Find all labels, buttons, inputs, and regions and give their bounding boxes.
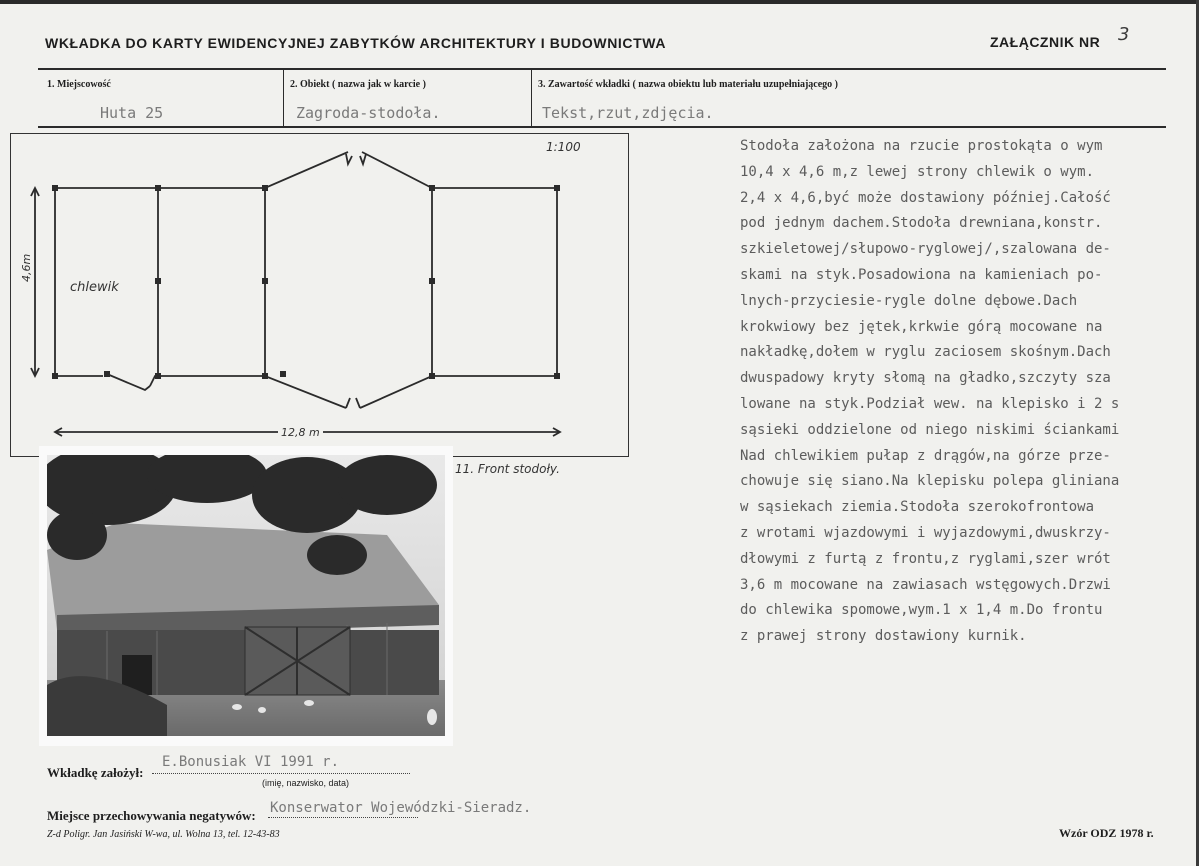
description-line: dłowymi z furtą z frontu,z ryglami,szer wrót: [740, 550, 1111, 567]
description-line: 10,4 x 4,6 m,z lewej strony chlewik o wym.: [740, 163, 1095, 180]
barn-photo: [47, 455, 445, 736]
description-line: krokwiowy bez jętek,krkwie górą mocowane na: [740, 318, 1103, 335]
plan-depth-dimension: 4,6m: [20, 253, 33, 282]
description-line: z wrotami wjazdowymi i wyjazdowymi,dwuskrzy-: [740, 524, 1111, 541]
contents-value: Tekst,rzut,zdjęcia.: [542, 104, 714, 122]
scan-edge-top: [0, 0, 1199, 4]
negatives-label: Miejsce przechowywania negatywów:: [47, 808, 256, 823]
description-line: lowane na styk.Podział wew. na klepisko i 2 s: [740, 395, 1120, 412]
barn-photo-image: [47, 455, 445, 736]
place-value: Huta 25: [100, 104, 164, 122]
founder-label: Wkładkę założył:: [47, 765, 144, 780]
description-line: 3,6 m mocowane na zawiasach wstęgowych.Drzwi: [740, 576, 1111, 593]
building-description: [740, 134, 1198, 654]
description-line: do chlewika spomowe,wym.1 x 1,4 m.Do frontu: [740, 602, 1103, 619]
printer-imprint: Z-d Poligr. Jan Jasiński W-wa, ul. Wolna 13, tel. 12-43-83: [47, 829, 280, 840]
photo-caption: 11. Front stodoły.: [455, 462, 560, 476]
description-line: w sąsiekach ziemia.Stodoła szerokofrontowa: [740, 499, 1095, 516]
room-label-chlewik: chlewik: [70, 280, 119, 295]
description-line: lnych-przyciesie-rygle dolne dębowe.Dach: [740, 292, 1078, 309]
description-line: dwuspadowy kryty słomą na gładko,szczyty sza: [740, 370, 1111, 387]
description-line: sąsieki oddzielone od niego niskimi ściankami: [740, 421, 1120, 438]
header-rule-top: [38, 68, 1166, 70]
founder-hint: (imię, nazwisko, data): [262, 778, 350, 788]
description-line: skami na styk.Posadowiona na kamieniach po-: [740, 266, 1103, 283]
description-line: Nad chlewikiem pułap z drągów,na górze prze-: [740, 447, 1111, 464]
annex-label: ZAŁĄCZNIK NR: [990, 34, 1101, 50]
description-line: 2,4 x 4,6,być może dostawiony później.Całość: [740, 189, 1111, 206]
plan-scale: 1:100: [546, 140, 581, 154]
place-label: 1. Miejscowość: [47, 79, 111, 90]
founder-value: E.Bonusiak VI 1991 r.: [162, 754, 340, 770]
field-divider-1: [283, 70, 284, 126]
contents-label: 3. Zawartość wkładki ( nazwa obiektu lub materiału uzupełniającego ): [538, 79, 839, 90]
object-value: Zagroda-stodoła.: [296, 104, 441, 122]
description-line: z prawej strony dostawiony kurnik.: [740, 628, 1027, 645]
description-line: nakładkę,dołem w ryglu zaciosem skośnym.Dach: [740, 344, 1111, 361]
annex-number: 3: [1118, 24, 1130, 45]
field-divider-2: [531, 70, 532, 126]
object-label: 2. Obiekt ( nazwa jak w karcie ): [290, 79, 426, 90]
description-line: szkieletowej/słupowo-ryglowej/,szalowana de-: [740, 241, 1111, 258]
description-line: pod jednym dachem.Stodoła drewniana,konstr.: [740, 215, 1103, 232]
description-line: Stodoła założona na rzucie prostokąta o wym: [740, 138, 1103, 154]
form-template-id: Wzór ODZ 1978 r.: [1059, 826, 1154, 840]
plan-width-dimension: 12,8 m: [278, 426, 323, 439]
negatives-value: Konserwator Wojewódzki-Sieradz.: [270, 800, 532, 816]
form-title: WKŁADKA DO KARTY EWIDENCYJNEJ ZABYTKÓW ARCHITEKTURY I BUDOWNICTWA: [45, 35, 667, 51]
description-line: chowuje się siano.Na klepisku polepa gliniana: [740, 473, 1120, 490]
